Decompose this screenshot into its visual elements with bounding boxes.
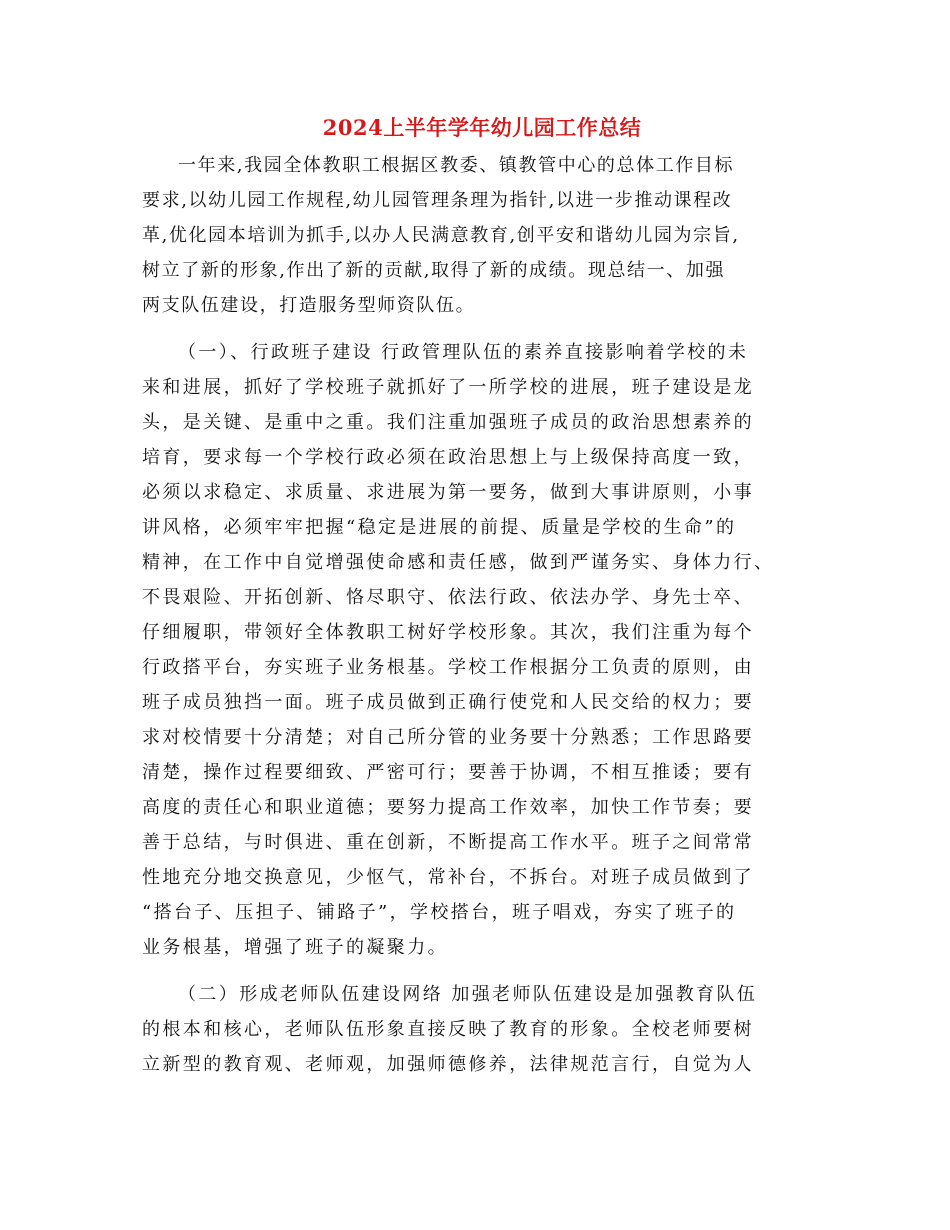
text-line: 必须以求稳定、求质量、求进展为第一要务，做到大事讲原则，小事 xyxy=(142,482,754,503)
text-line: 来和进展，抓好了学校班子就抓好了一所学校的进展，班子建设是龙 xyxy=(142,377,754,398)
text-line: 的根本和核心，老师队伍形象直接反映了教育的形象。全校老师要树 xyxy=(142,1019,754,1040)
text-line: 行政搭平台，夯实班子业务根基。学校工作根据分工负责的原则，由 xyxy=(142,657,754,678)
text-line: 培育，要求每一个学校行政必须在政治思想上与上级保持高度一致， xyxy=(142,447,754,468)
text-line: 高度的责任心和职业道德；要努力提高工作效率，加快工作节奏；要 xyxy=(142,797,754,818)
text-line: 立新型的教育观、老师观，加强师德修养，法律规范言行，自觉为人 xyxy=(142,1054,754,1075)
text-line: 头，是关键、是重中之重。我们注重加强班子成员的政治思想素养的 xyxy=(142,412,754,433)
text-line: 一年来,我园全体教职工根据区教委、镇教管中心的总体工作目标 xyxy=(178,155,735,176)
text-line: 清楚，操作过程要细致、严密可行；要善于协调，不相互推诿；要有 xyxy=(142,762,754,783)
text-line: 两支队伍建设，打造服务型师资队伍。 xyxy=(142,295,476,316)
text-line: “搭台子、压担子、铺路子”，学校搭台，班子唱戏，夯实了班子的 xyxy=(142,902,737,923)
text-line: 讲风格，必须牢牢把握“稳定是进展的前提、质量是学校的生命”的 xyxy=(142,517,737,538)
text-line: 班子成员独挡一面。班子成员做到正确行使党和人民交给的权力；要 xyxy=(142,692,754,713)
document-title: 2024上半年学年幼儿园工作总结 xyxy=(322,115,642,140)
text-line: 精神，在工作中自觉增强使命感和责任感，做到严谨务实、身体力行、 xyxy=(142,552,775,573)
text-line: 要求,以幼儿园工作规程,幼儿园管理条理为指针,以进一步推动课程改 xyxy=(142,190,733,211)
text-line: 善于总结，与时俱进、重在创新，不断提高工作水平。班子之间常常 xyxy=(142,832,754,853)
paragraph-teacher-team xyxy=(142,977,810,1082)
text-line: （一）、行政班子建设 行政管理队伍的素养直接影响着学校的未 xyxy=(178,342,749,363)
text-line: 仔细履职，带领好全体教职工树好学校形象。其次，我们注重为每个 xyxy=(142,622,754,643)
paragraph-intro xyxy=(142,148,810,323)
document-page xyxy=(142,112,810,1082)
text-line: 业务根基，增强了班子的凝聚力。 xyxy=(142,937,448,958)
text-line: 求对校情要十分清楚；对自己所分管的业务要十分熟悉；工作思路要 xyxy=(142,727,754,748)
paragraph-admin-team xyxy=(142,335,810,965)
text-line: 革,优化园本培训为抓手,以办人民满意教育,创平安和谐幼儿园为宗旨, xyxy=(142,225,740,246)
text-line: 树立了新的形象,作出了新的贡献,取得了新的成绩。现总结一、加强 xyxy=(142,260,726,281)
text-line: （二）形成老师队伍建设网络 加强老师队伍建设是加强教育队伍 xyxy=(178,984,758,1005)
text-line: 性地充分地交换意见，少怄气，常补台，不拆台。对班子成员做到了 xyxy=(142,867,754,888)
text-line: 不畏艰险、开拓创新、恪尽职守、依法行政、依法办学、身先士卒、 xyxy=(142,587,754,608)
